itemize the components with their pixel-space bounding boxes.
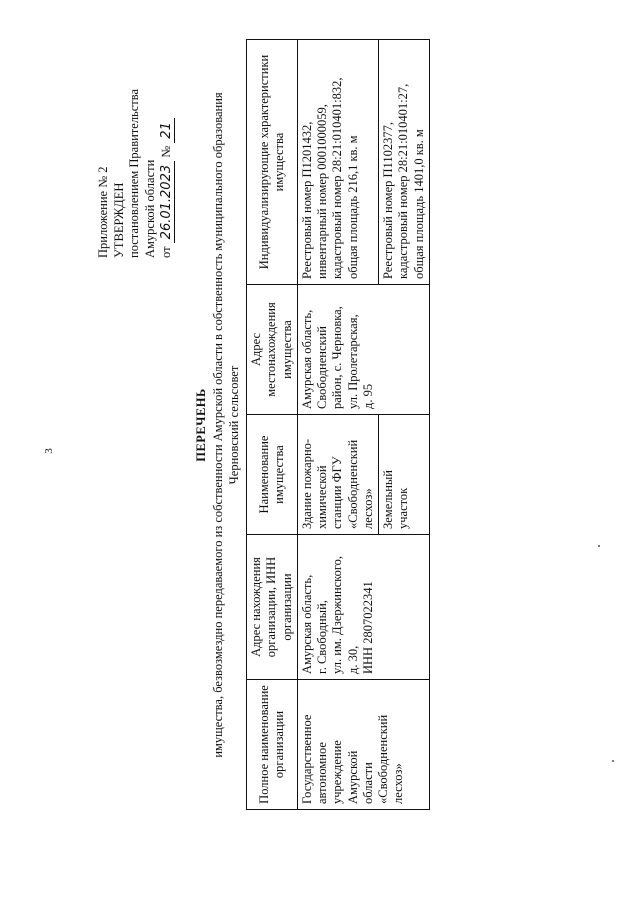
property-name-cell: Здание пожарно- химической станции ФГУ «Свободненский лесхоз» (297, 415, 378, 535)
document-subtitle-line2: Черновский сельсовет (226, 365, 241, 485)
document-subtitle-line1: имущества, безвозмездно передаваемого из собственности Амурской области в собственность муниципального образования (211, 92, 226, 758)
column-header: Адрес нахождения организации, ИНН организации (247, 535, 298, 680)
page-number: 3 (42, 448, 55, 454)
number-prefix: № (158, 145, 173, 158)
appendix-label: Приложение № 2 (96, 166, 110, 258)
property-list-table (246, 39, 430, 810)
property-characteristics-cell: Реестровый номер П1102377, кадастровый номер 28:21:010401:27, общая площадь 1401,0 кв. м (379, 40, 430, 285)
resolution-label: постановлением Правительства (127, 88, 142, 258)
column-header: Полное наименование организации (247, 680, 298, 810)
document-title-block (194, 40, 242, 810)
column-header: Индивидуализирующие характеристики имущества (247, 40, 298, 285)
date-prefix: от (158, 246, 173, 258)
document-heading: ПЕРЕЧЕНЬ (194, 388, 208, 462)
date-number-line (159, 28, 175, 258)
property-location-cell: Амурская область, Свободненский район, с. Черновка, ул. Пролетарская, д. 95 (297, 285, 429, 415)
scan-speck (598, 545, 600, 547)
approved-label: УТВЕРЖДЕН (111, 182, 126, 258)
column-header: Наименование имущества (247, 415, 298, 535)
column-header: Адрес местонахождения имущества (247, 285, 298, 415)
rotated-document-sheet (96, 40, 466, 810)
handwritten-date: 26.01.2023 (159, 161, 175, 243)
approval-stamp-block (96, 28, 175, 258)
region-label: Амурской области (142, 159, 157, 258)
property-characteristics-cell: Реестровый номер П1201432, инвентарный номер 0001000059, кадастровый номер 28:21:010401:832, общая площадь 216,1 кв. м (297, 40, 378, 285)
table-header-row (247, 40, 298, 810)
handwritten-number: 21 (159, 118, 175, 143)
organization-address-cell: Амурская область, г. Свободный, ул. им. Дзержинского, д. 30, ИНН 2807022341 (297, 535, 429, 680)
scan-speck (612, 760, 614, 762)
property-name-cell: Земельный участок (379, 415, 430, 535)
organization-name-cell: Государственное автономное учреждение Амурской области «Свободненский лесхоз» (297, 680, 429, 810)
table-row (297, 40, 378, 810)
